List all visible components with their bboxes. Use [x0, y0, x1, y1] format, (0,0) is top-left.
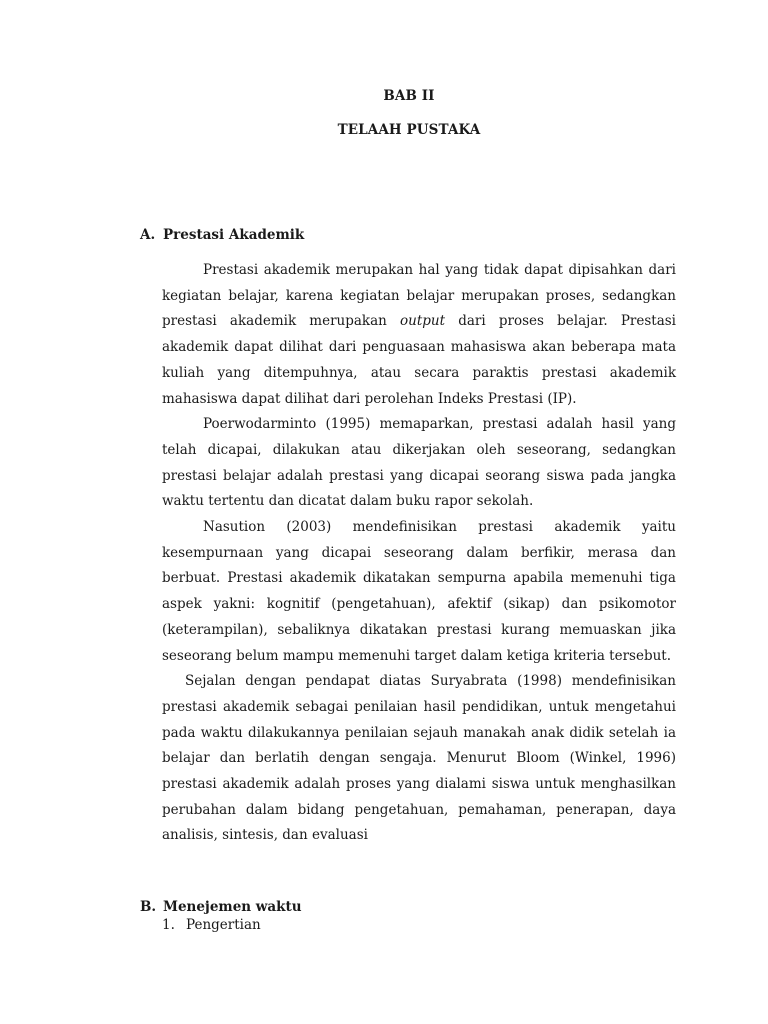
- section-b-title: Menejemen waktu: [163, 899, 302, 915]
- section-b-item-1: [162, 917, 261, 933]
- paragraph-1-text-end: dari proses belajar. Prestasi akademik dapat dilihat dari penguasaan mahasiswa akan beberapa mata kuliah yang ditempuhnya, atau secara paraktis prestasi akademik mahasiswa dapat dilihat dari perolehan Indeks Prestasi (IP).: [162, 313, 676, 407]
- section-a-title: Prestasi Akademik: [163, 227, 305, 243]
- section-b-letter: B.: [140, 899, 157, 915]
- section-b-item-1-label: Pengertian: [186, 917, 261, 933]
- paragraph-1-italic-term: output: [400, 313, 446, 330]
- chapter-title: TELAAH PUSTAKA: [337, 122, 481, 138]
- paragraph-3: Nasution (2003) mendefinisikan prestasi akademik yaitu kesempurnaan yang dicapai seseorang dalam berfikir, merasa dan berbuat. Prestasi akademik dikatakan sempurna apabila memenuhi tiga aspek yakni: kognitif (pengetahuan), afektif (sikap) dan psikomotor (keterampilan), sebaliknya dikatakan prestasi kurang memuaskan jika seseorang belum mampu memenuhi target dalam ketiga kriteria tersebut.: [162, 519, 676, 664]
- section-a-letter: A.: [140, 227, 156, 243]
- paragraph-4: Sejalan dengan pendapat diatas Suryabrata (1998) mendefinisikan prestasi akademik sebagai penilaian hasil pendidikan, untuk mengetahui pada waktu dilakukannya penilaian sejauh manakah anak didik setelah ia belajar dan berlatih dengan sengaja. Menurut Bloom (Winkel, 1996) prestasi akademik adalah proses yang dialami siswa untuk menghasilkan perubahan dalam bidang pengetahuan, pemahaman, penerapan, daya analisis, sintesis, dan evaluasi: [162, 673, 676, 844]
- section-b-heading: [140, 899, 302, 915]
- paragraph-1: [162, 258, 676, 412]
- section-a-heading: [140, 227, 304, 243]
- paragraph-1-text-start: Prestasi akademik merupakan hal yang tidak dapat dipisahkan dari kegiatan belajar, karena kegiatan belajar merupakan proses, sedangkan prestasi akademik merupakan: [162, 262, 676, 330]
- paragraph-2: Poerwodarminto (1995) memaparkan, prestasi adalah hasil yang telah dicapai, dilakukan atau dikerjakan oleh seseorang, sedangkan prestasi belajar adalah prestasi yang dicapai seorang siswa pada jangka waktu tertentu dan dicatat dalam buku rapor sekolah.: [162, 416, 676, 510]
- section-a-body: [162, 258, 676, 849]
- chapter-heading: BAB II: [383, 88, 435, 104]
- section-b-item-1-number: 1.: [162, 917, 175, 933]
